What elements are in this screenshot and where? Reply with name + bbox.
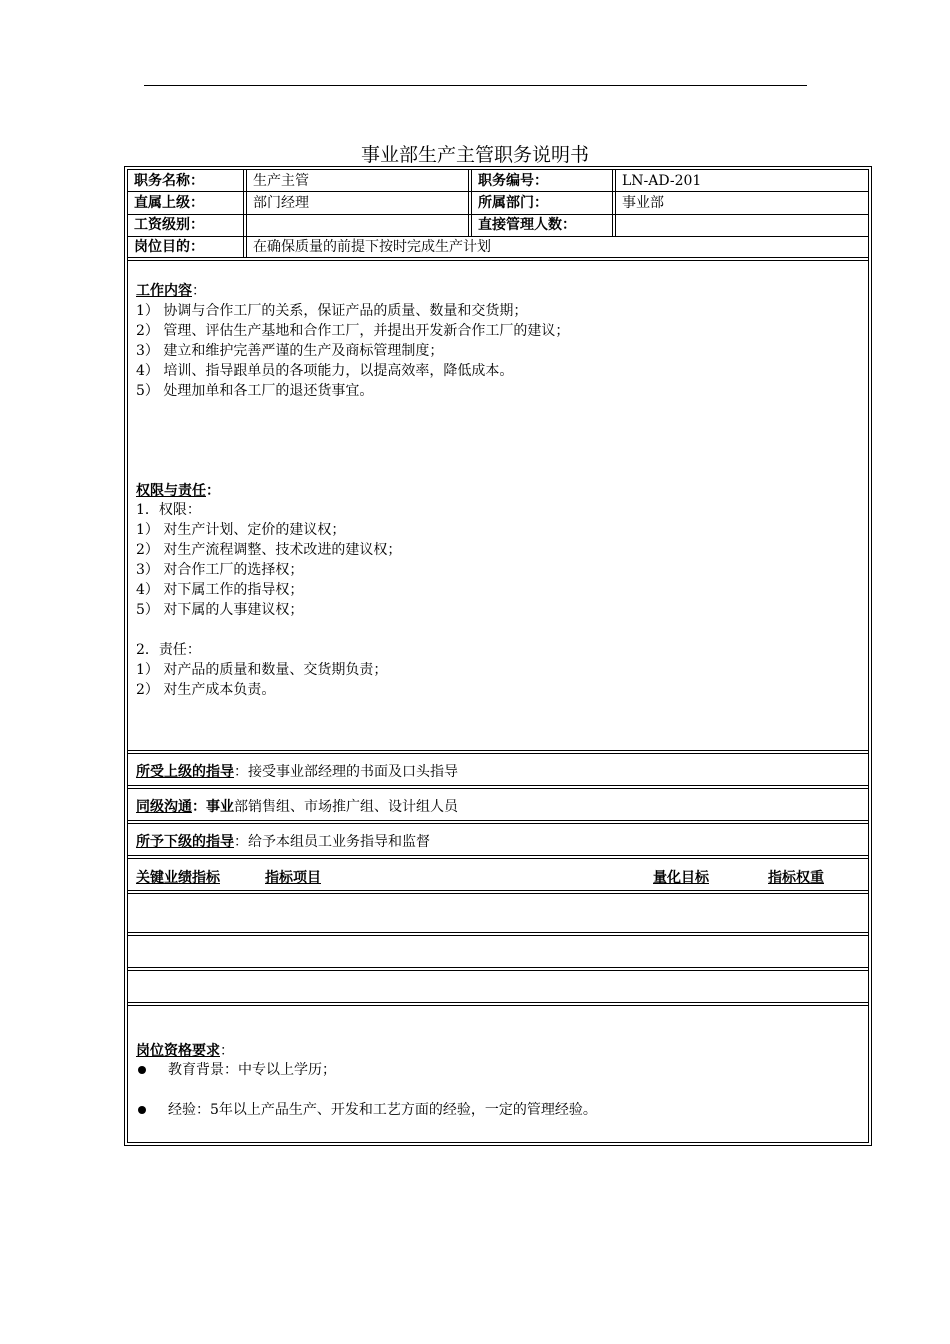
header-rule bbox=[144, 85, 807, 86]
duty-title: 2．责任： bbox=[136, 642, 201, 658]
guidance-received: 所受上级的指导：接受事业部经理的书面及口头指导 bbox=[136, 764, 458, 780]
kpi-col-indicator: 关键业绩指标 bbox=[136, 870, 220, 886]
rights-item: 1） 对生产计划、定价的建议权； bbox=[136, 522, 346, 538]
purpose-value: 在确保质量的前提下按时完成生产计划 bbox=[253, 239, 491, 255]
rights-title: 1．权限： bbox=[136, 502, 201, 518]
work-item: 1） 协调与合作工厂的关系，保证产品的质量、数量和交货期； bbox=[136, 303, 528, 319]
qualification-heading: 岗位资格要求： bbox=[136, 1043, 234, 1059]
subordinates-label: 直接管理人数： bbox=[478, 217, 576, 233]
job-name-label: 职务名称： bbox=[134, 173, 204, 189]
salary-label: 工资级别： bbox=[134, 217, 204, 233]
bullet-icon bbox=[138, 1066, 146, 1074]
job-name-value: 生产主管 bbox=[253, 173, 309, 189]
peer-communication: 同级沟通：事业部销售组、市场推广组、设计组人员 bbox=[136, 799, 458, 815]
qualification-item: 经验：5年以上产品生产、开发和工艺方面的经验，一定的管理经验。 bbox=[136, 1100, 597, 1120]
rights-item: 4） 对下属工作的指导权； bbox=[136, 582, 304, 598]
bullet-icon bbox=[138, 1106, 146, 1114]
rights-item: 3） 对合作工厂的选择权； bbox=[136, 562, 304, 578]
kpi-col-target: 量化目标 bbox=[653, 870, 709, 886]
job-code-label: 职务编号： bbox=[478, 173, 548, 189]
guidance-given: 所予下级的指导：给予本组员工业务指导和监督 bbox=[136, 834, 430, 850]
work-item: 4） 培训、指导跟单员的各项能力，以提高效率，降低成本。 bbox=[136, 363, 514, 379]
job-description-table bbox=[124, 166, 872, 1146]
work-item: 2） 管理、评估生产基地和合作工厂，并提出开发新合作工厂的建议； bbox=[136, 323, 570, 339]
rights-item: 5） 对下属的人事建议权； bbox=[136, 602, 304, 618]
work-item: 3） 建立和维护完善严谨的生产及商标管理制度； bbox=[136, 343, 444, 359]
duty-item: 1） 对产品的质量和数量、交货期负责； bbox=[136, 662, 388, 678]
kpi-col-item: 指标项目 bbox=[265, 870, 321, 886]
work-item: 5） 处理加单和各工厂的退还货事宜。 bbox=[136, 383, 374, 399]
dept-label: 所属部门： bbox=[478, 195, 548, 211]
work-heading: 工作内容： bbox=[136, 283, 206, 299]
qualification-item: 教育背景：中专以上学历； bbox=[136, 1060, 336, 1080]
page-title: 事业部生产主管职务说明书 bbox=[360, 144, 589, 166]
table-inner-border bbox=[127, 169, 869, 1143]
kpi-col-weight: 指标权重 bbox=[768, 870, 824, 886]
duty-item: 2） 对生产成本负责。 bbox=[136, 682, 276, 698]
superior-label: 直属上级： bbox=[134, 195, 204, 211]
superior-value: 部门经理 bbox=[253, 195, 309, 211]
dept-value: 事业部 bbox=[622, 195, 664, 211]
rights-item: 2） 对生产流程调整、技术改进的建议权； bbox=[136, 542, 402, 558]
job-code-value: LN-AD-201 bbox=[622, 173, 702, 189]
purpose-label: 岗位目的： bbox=[134, 239, 204, 255]
authority-heading: 权限与责任： bbox=[136, 483, 220, 499]
